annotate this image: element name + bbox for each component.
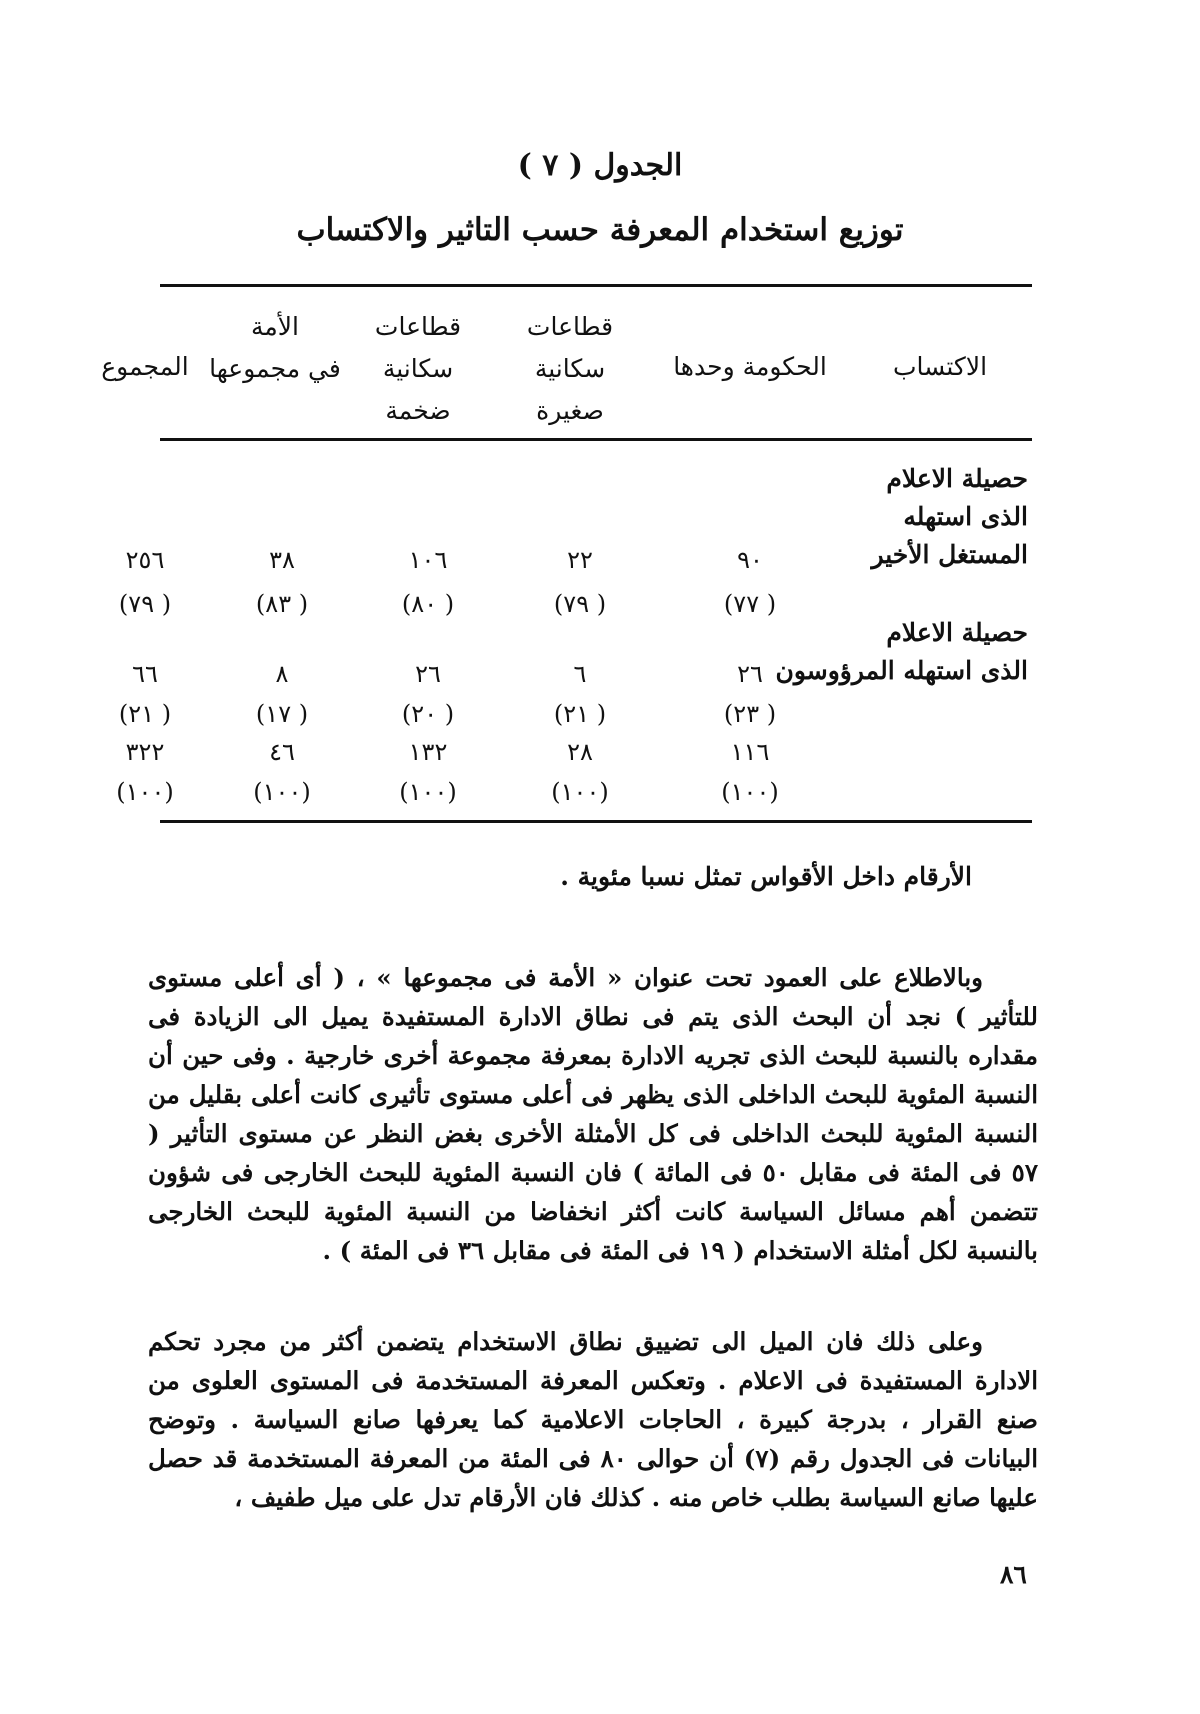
paragraph-1: وبالاطلاع على العمود تحت عنوان « الأمة فى مجموعها » ، ( أى أعلى مستوى للتأثير ) نجد أن البحث الذى يتم فى نطاق الادارة المستفيدة يميل الى الزيادة فى مقداره بالنسبة للبحث الذى تجريه الادارة بمعرفة مجموعة أخرى خارجية . وفى حين أن النسبة المئوية للبحث الداخلى الذى يظهر فى أعلى مستوى تأثيرى كانت أعلى بقليل من النسبة المئوية للبحث الداخلى فى كل الأمثلة الأخرى بغض النظر عن مستوى التأثير ( ٥٧ فى المئة فى مقابل ٥٠ فى المائة ) فان النسبة المئوية للبحث الخارجى فى شؤون تتضمن أهم مسائل السياسة كانت أكثر انخفاضا من النسبة المئوية للبحث الخارجى بالنسبة لكل أمثلة الاستخدام ( ١٩ فى المئة فى مقابل ٣٦ فى المئة ) . [148, 963, 1038, 1265]
table-header-rule [160, 438, 1032, 441]
row1-total: ٢٥٦ [125, 546, 165, 574]
table-note: الأرقام داخل الأقواس تمثل نسبا مئوية . [560, 862, 972, 891]
header-nation: الأمة في مجموعها [209, 312, 341, 383]
row2-small: ٦ [573, 660, 587, 688]
totals-large: ١٣٢ [408, 738, 448, 766]
row1-government: ٩٠ [737, 546, 763, 574]
row2-government-pct: ( ٢٣) [723, 700, 777, 728]
header-government: الحكومة وحدها [673, 352, 827, 381]
totals-nation-pct: (١٠٠) [253, 778, 311, 806]
row1-nation: ٣٨ [269, 546, 295, 574]
row1-government-pct: ( ٧٧) [723, 590, 777, 618]
row1-large-pct: ( ٨٠) [401, 590, 455, 618]
table-title: توزيع استخدام المعرفة حسب التاثير والاكتساب [296, 212, 904, 248]
totals-government-pct: (١٠٠) [721, 778, 779, 806]
row1-large: ١٠٦ [408, 546, 448, 574]
table-top-rule [160, 284, 1032, 287]
totals-total-pct: (١٠٠) [116, 778, 174, 806]
totals-nation: ٤٦ [269, 738, 295, 766]
row1-total-pct: ( ٧٩) [118, 590, 172, 618]
table-number: الجدول ( ٧ ) [517, 148, 683, 183]
row1-label: حصيلة الاعلام الذى استهله المستغل الأخير [871, 464, 1028, 569]
row2-total-pct: ( ٢١) [118, 700, 172, 728]
header-small-sectors: قطاعات سكانية صغيرة [526, 312, 614, 425]
row1-small-pct: ( ٧٩) [553, 590, 607, 618]
paragraph-2: وعلى ذلك فان الميل الى تضييق نطاق الاستخدام يتضمن أكثر من مجرد تحكم الادارة المستفيدة فى الاعلام . وتعكس المعرفة المستخدمة فى المستوى العلوى من صنع القرار ، بدرجة كبيرة ، الحاجات الاعلامية كما يعرفها صانع السياسة . وتوضح البيانات فى الجدول رقم (٧) أن حوالى ٨٠ فى المئة من المعرفة المستخدمة قد حصل عليها صانع السياسة بطلب خاص منه . كذلك فان الأرقام تدل على ميل طفيف ، [148, 1327, 1038, 1512]
totals-government: ١١٦ [730, 738, 770, 766]
row2-label: حصيلة الاعلام الذى استهله المرؤوسون [775, 618, 1028, 685]
row2-large-pct: ( ٢٠) [401, 700, 455, 728]
row2-nation: ٨ [275, 660, 289, 688]
totals-total: ٣٢٢ [125, 738, 165, 766]
row1-small: ٢٢ [567, 546, 593, 574]
row2-government: ٢٦ [737, 660, 763, 688]
page-number: ٨٦ [1000, 1560, 1027, 1589]
header-large-sectors: قطاعات سكانية ضخمة [374, 312, 462, 425]
row2-nation-pct: ( ١٧) [255, 700, 309, 728]
header-acquisition: الاكتساب [892, 352, 988, 381]
totals-large-pct: (١٠٠) [399, 778, 457, 806]
row1-nation-pct: ( ٨٣) [255, 590, 309, 618]
row2-total: ٦٦ [132, 660, 158, 688]
totals-small: ٢٨ [567, 738, 593, 766]
table-bottom-rule [160, 820, 1032, 823]
header-total: المجموع [101, 352, 189, 381]
row2-large: ٢٦ [415, 660, 441, 688]
totals-small-pct: (١٠٠) [551, 778, 609, 806]
row2-small-pct: ( ٢١) [553, 700, 607, 728]
